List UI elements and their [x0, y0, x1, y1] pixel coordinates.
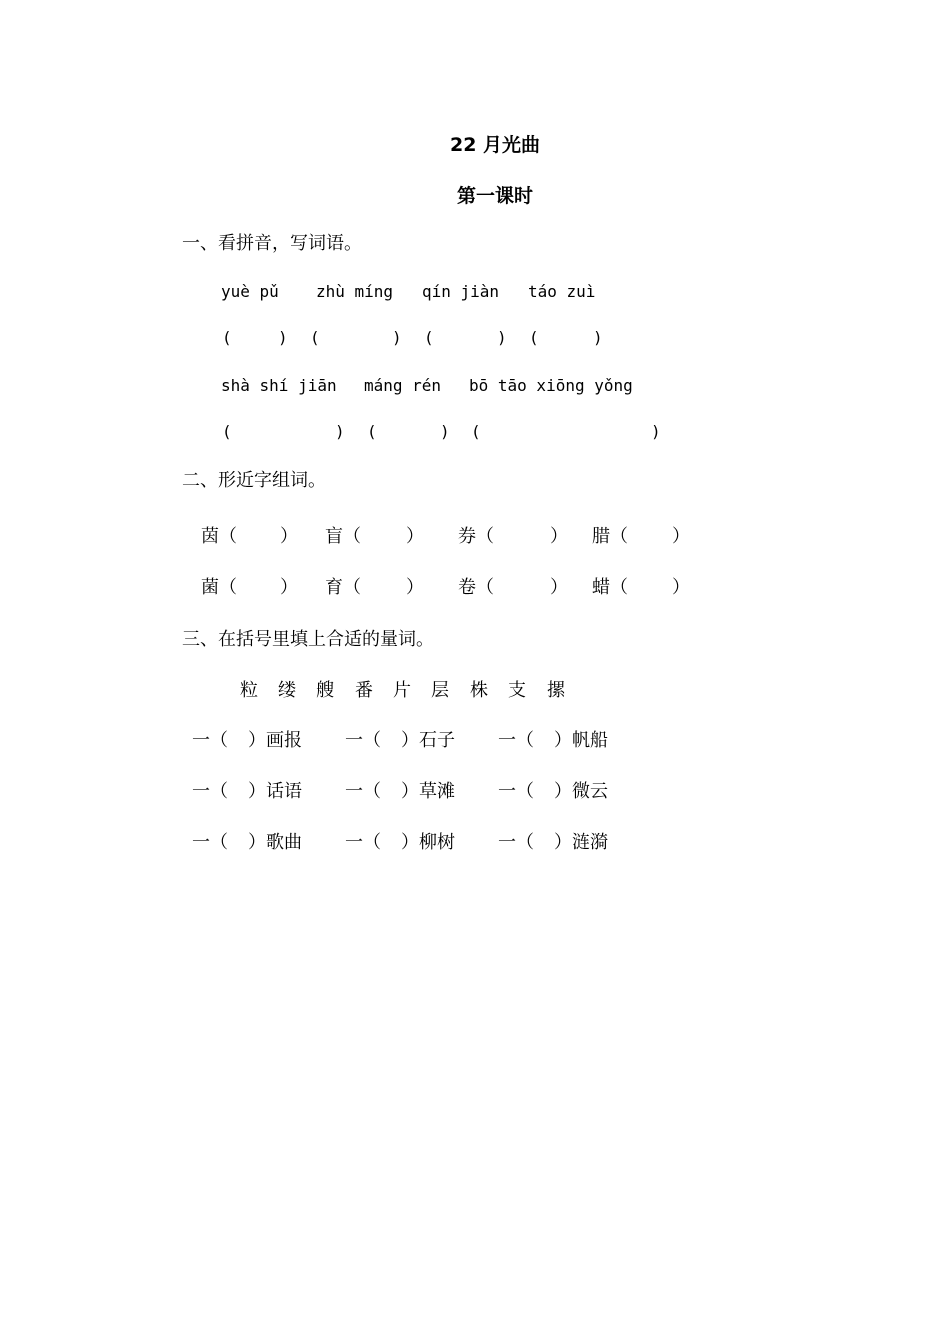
similar-char: 蜡（	[592, 577, 628, 598]
answer-blank-open: (	[222, 422, 232, 441]
pinyin-item: qín jiàn	[422, 282, 500, 301]
answer-blank-open: (	[222, 328, 232, 347]
measure-phrase: ）画报	[248, 730, 302, 751]
pinyin-item: máng rén	[364, 376, 442, 395]
similar-char: 券（	[458, 526, 494, 547]
similar-char: 茵（	[201, 526, 237, 547]
measure-phrase: ）石子	[401, 730, 455, 751]
answer-blank-open: (	[424, 328, 434, 347]
measure-word-option: 支	[508, 680, 526, 701]
answer-blank-open: (	[367, 422, 377, 441]
answer-blank-close: )	[392, 328, 402, 347]
answer-blank-close: )	[335, 422, 345, 441]
similar-char: 育（	[325, 577, 361, 598]
measure-blank: 一（	[192, 730, 228, 751]
measure-phrase: ）微云	[554, 781, 608, 802]
measure-phrase: ）帆船	[554, 730, 608, 751]
answer-blank-close: )	[651, 422, 661, 441]
page-title: 22 月光曲	[449, 134, 541, 156]
measure-blank: 一（	[345, 730, 381, 751]
measure-word-option: 摞	[547, 680, 565, 701]
measure-phrase: ）歌曲	[248, 832, 302, 853]
pinyin-item: yuè pǔ	[221, 282, 279, 301]
similar-char-close: ）	[280, 577, 298, 598]
measure-word-option: 缕	[278, 680, 296, 701]
answer-blank-open: (	[310, 328, 320, 347]
pinyin-item: bō tāo xiōng yǒng	[469, 376, 633, 395]
answer-blank-open: (	[471, 422, 481, 441]
answer-blank-close: )	[497, 328, 507, 347]
similar-char-close: ）	[550, 577, 568, 598]
measure-blank: 一（	[192, 781, 228, 802]
pinyin-item: zhù míng	[316, 282, 394, 301]
measure-blank: 一（	[192, 832, 228, 853]
measure-word-option: 片	[393, 680, 411, 701]
page-subtitle: 第一课时	[456, 185, 533, 207]
measure-word-option: 株	[470, 680, 488, 701]
measure-word-option: 艘	[316, 680, 334, 701]
measure-blank: 一（	[345, 781, 381, 802]
similar-char-close: ）	[550, 526, 568, 547]
similar-char: 卷（	[458, 577, 494, 598]
similar-char-close: ）	[672, 526, 690, 547]
measure-phrase: ）话语	[248, 781, 302, 802]
pinyin-item: shà shí jiān	[221, 376, 337, 395]
measure-blank: 一（	[498, 781, 534, 802]
section1-heading: 一、看拼音，写词语。	[182, 233, 362, 254]
measure-phrase: ）涟漪	[554, 832, 608, 853]
answer-blank-close: )	[593, 328, 603, 347]
similar-char-close: ）	[672, 577, 690, 598]
similar-char: 腊（	[592, 526, 628, 547]
measure-blank: 一（	[345, 832, 381, 853]
answer-blank-open: (	[529, 328, 539, 347]
measure-blank: 一（	[498, 730, 534, 751]
answer-blank-close: )	[278, 328, 288, 347]
section3-heading: 三、在括号里填上合适的量词。	[182, 629, 434, 650]
similar-char-close: ）	[406, 577, 424, 598]
similar-char: 菌（	[201, 577, 237, 598]
measure-blank: 一（	[498, 832, 534, 853]
pinyin-item: táo zuì	[528, 282, 596, 301]
measure-word-option: 粒	[240, 680, 258, 701]
measure-phrase: ）柳树	[401, 832, 455, 853]
answer-blank-close: )	[440, 422, 450, 441]
similar-char: 盲（	[325, 526, 361, 547]
measure-phrase: ）草滩	[401, 781, 455, 802]
section2-heading: 二、形近字组词。	[182, 470, 326, 491]
similar-char-close: ）	[280, 526, 298, 547]
measure-word-option: 番	[355, 680, 373, 701]
similar-char-close: ）	[406, 526, 424, 547]
measure-word-option: 层	[431, 680, 449, 701]
